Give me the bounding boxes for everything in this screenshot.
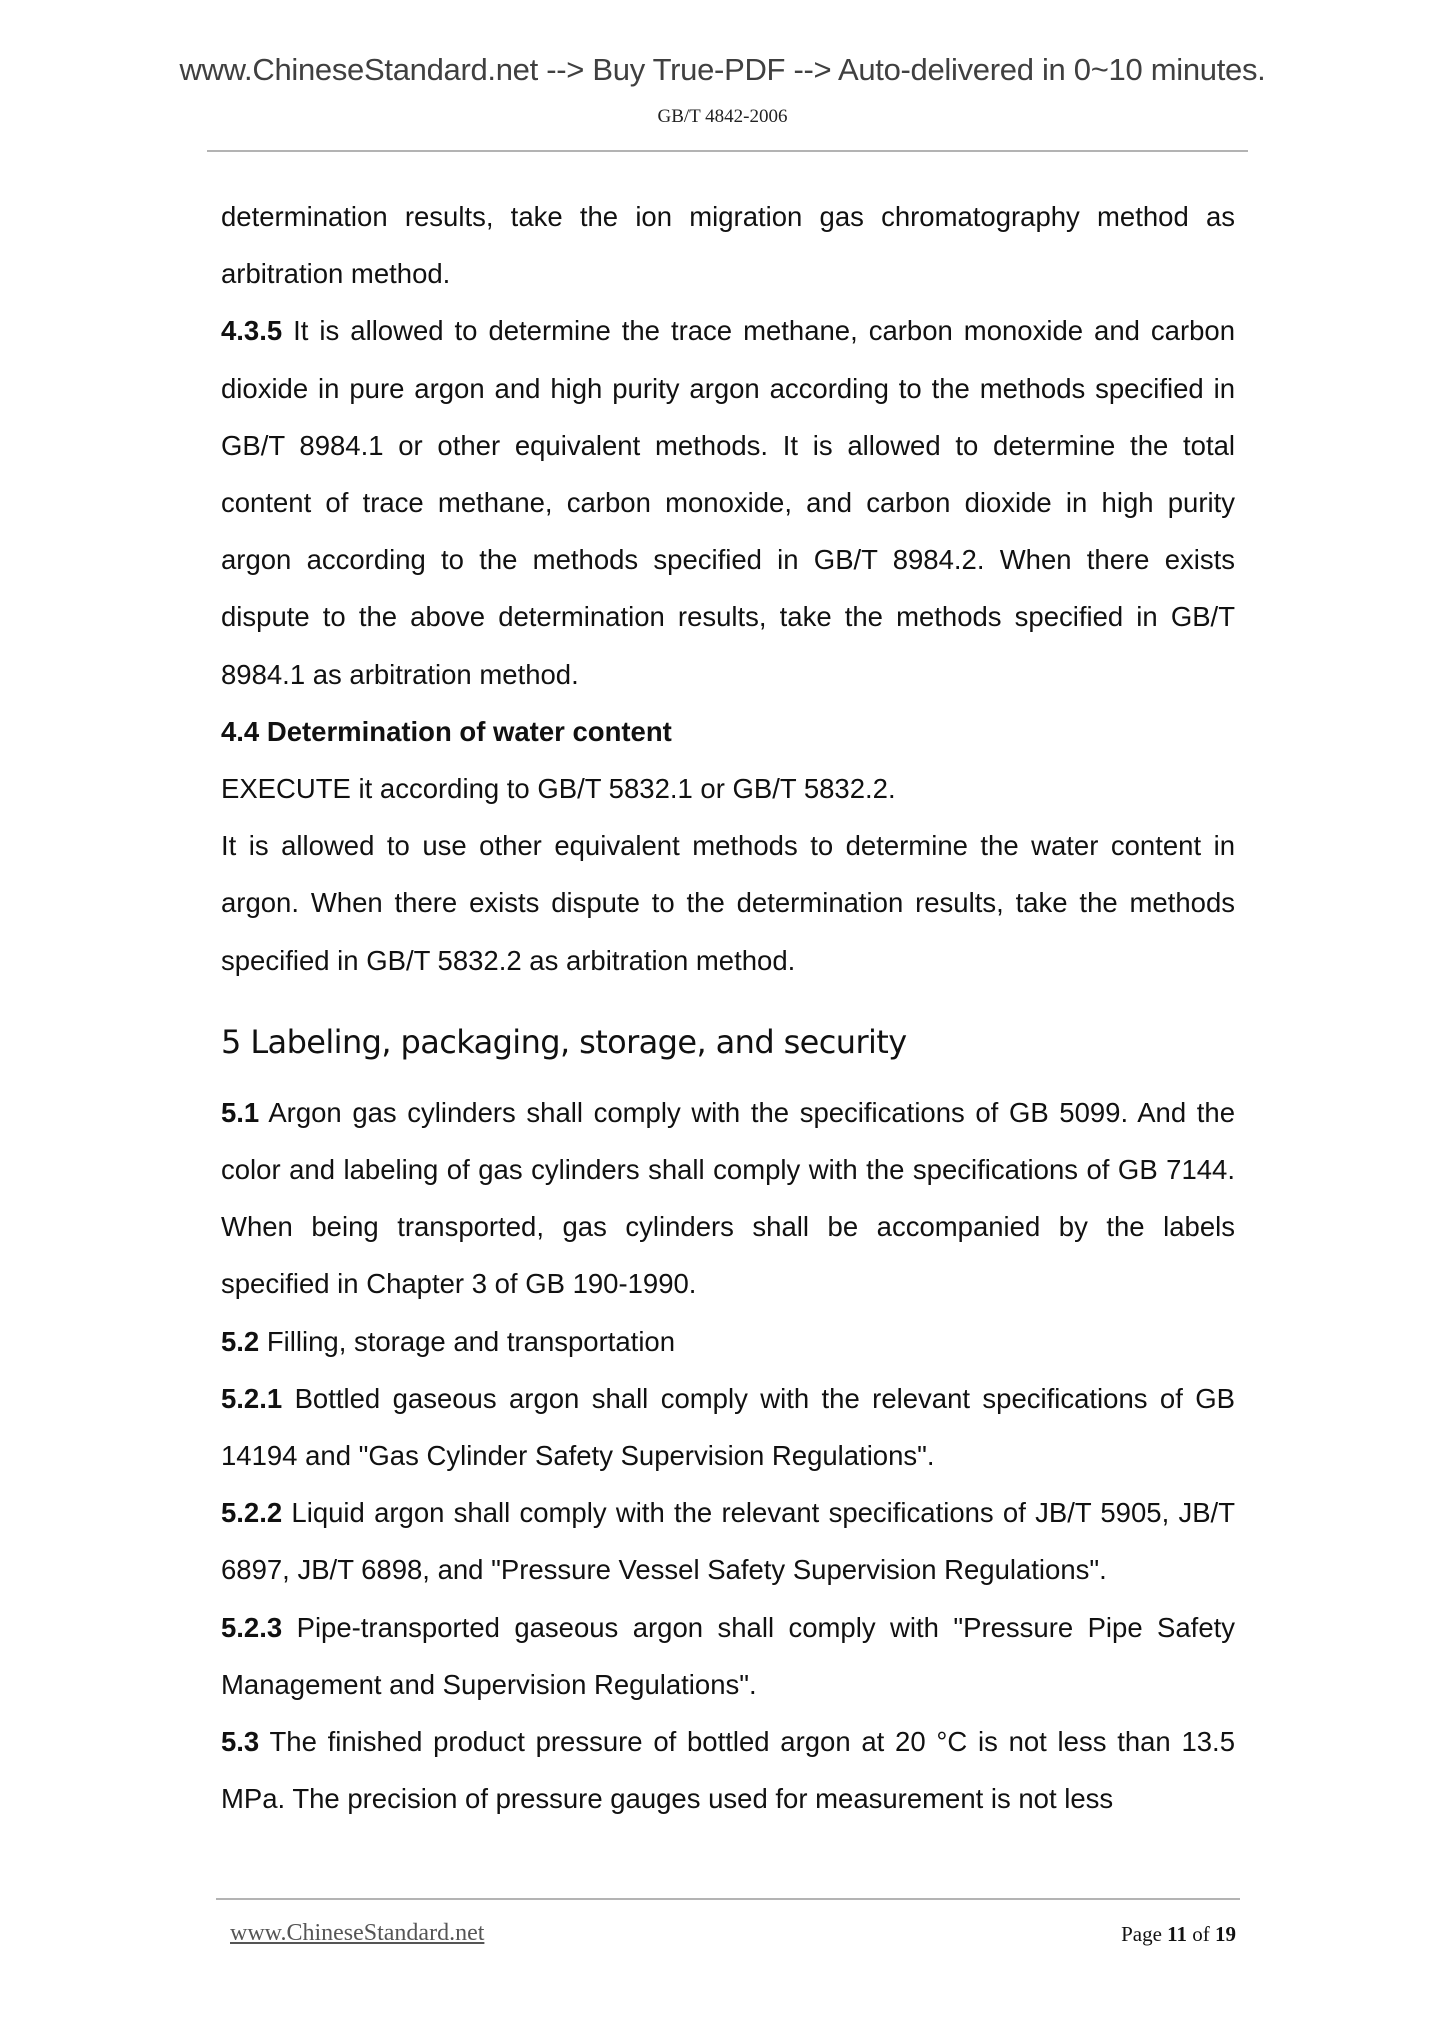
clause-5-3 (221, 1713, 1235, 1827)
clause-number: 5.2.2 (221, 1497, 283, 1529)
clause-text: It is allowed to determine the trace methane, carbon monoxide and carbon dioxide in pure argon and high purity argon according to the methods specified in GB/T 8984.1 or other equivalent methods. It is allowed to determine the total content of trace methane, carbon monoxide, and carbon dioxide in high purity argon according to the methods specified in GB/T 8984.2. When there exists dispute to the above determination results, take the methods specified in GB/T 8984.1 as arbitration method. (221, 315, 1235, 690)
clause-5-2-3 (221, 1599, 1235, 1713)
clause-5-1 (221, 1084, 1235, 1313)
document-body (221, 188, 1235, 1827)
page-indicator (1121, 1922, 1236, 1947)
clause-text: Bottled gaseous argon shall comply with the relevant specifications of GB 14194 and "Gas Cylinder Safety Supervision Regulations". (221, 1382, 1235, 1472)
document-code: GB/T 4842-2006 (657, 106, 788, 127)
clause-number: 5.2.3 (221, 1611, 283, 1643)
clause-number: 5.2 (221, 1325, 260, 1357)
clause-text: Liquid argon shall comply with the relevant specifications of JB/T 5905, JB/T 6897, JB/T 6898, and "Pressure Vessel Safety Supervision Regulations". (221, 1497, 1235, 1586)
clause-5-2 (221, 1313, 1235, 1370)
footer-website-link[interactable]: www.ChineseStandard.net (230, 1920, 485, 1946)
clause-text: Argon gas cylinders shall comply with the specifications of GB 5099. And the color and labeling of gas cylinders shall comply with the specifications of GB 7144. When being transported, gas cylinders shall be accompanied by the labels specified in Chapter 3 of GB 190-1990. (221, 1096, 1235, 1300)
page-of: of (1187, 1922, 1215, 1946)
section-4-4-paragraph-2: It is allowed to use other equivalent methods to determine the water content in argon. When there exists dispute to the determination results, take the methods specified in GB/T 5832.2 as arbitration method. (221, 830, 1235, 976)
footer-divider (216, 1898, 1240, 1900)
clause-4-3-5 (221, 302, 1235, 702)
section-4-4-paragraph-1: EXECUTE it according to GB/T 5832.1 or GB/T 5832.2. (221, 773, 896, 805)
clause-5-2-1 (221, 1370, 1235, 1484)
clause-text: Pipe-transported gaseous argon shall comply with "Pressure Pipe Safety Management and Supervision Regulations". (221, 1611, 1235, 1700)
paragraph-continuation: determination results, take the ion migration gas chromatography method as arbitration method. (221, 201, 1235, 290)
clause-number: 5.1 (221, 1096, 260, 1128)
clause-text: Filling, storage and transportation (259, 1325, 676, 1357)
page-label: Page (1121, 1922, 1168, 1946)
chapter-5-heading: 5 Labeling, packaging, storage, and security (221, 1022, 907, 1061)
section-4-4-heading: 4.4 Determination of water content (221, 715, 672, 747)
promo-banner: www.ChineseStandard.net --> Buy True-PDF --> Auto-delivered in 0~10 minutes. (179, 52, 1266, 87)
clause-number: 5.2.1 (221, 1382, 283, 1414)
header-divider (207, 150, 1248, 152)
clause-text: The finished product pressure of bottled argon at 20 °C is not less than 13.5 MPa. The precision of pressure gauges used for measurement is not less (221, 1726, 1235, 1815)
clause-number: 5.3 (221, 1726, 260, 1758)
clause-5-2-2 (221, 1484, 1235, 1598)
page-current: 11 (1167, 1922, 1187, 1946)
page-total: 19 (1215, 1922, 1236, 1946)
clause-number: 4.3.5 (221, 315, 283, 347)
